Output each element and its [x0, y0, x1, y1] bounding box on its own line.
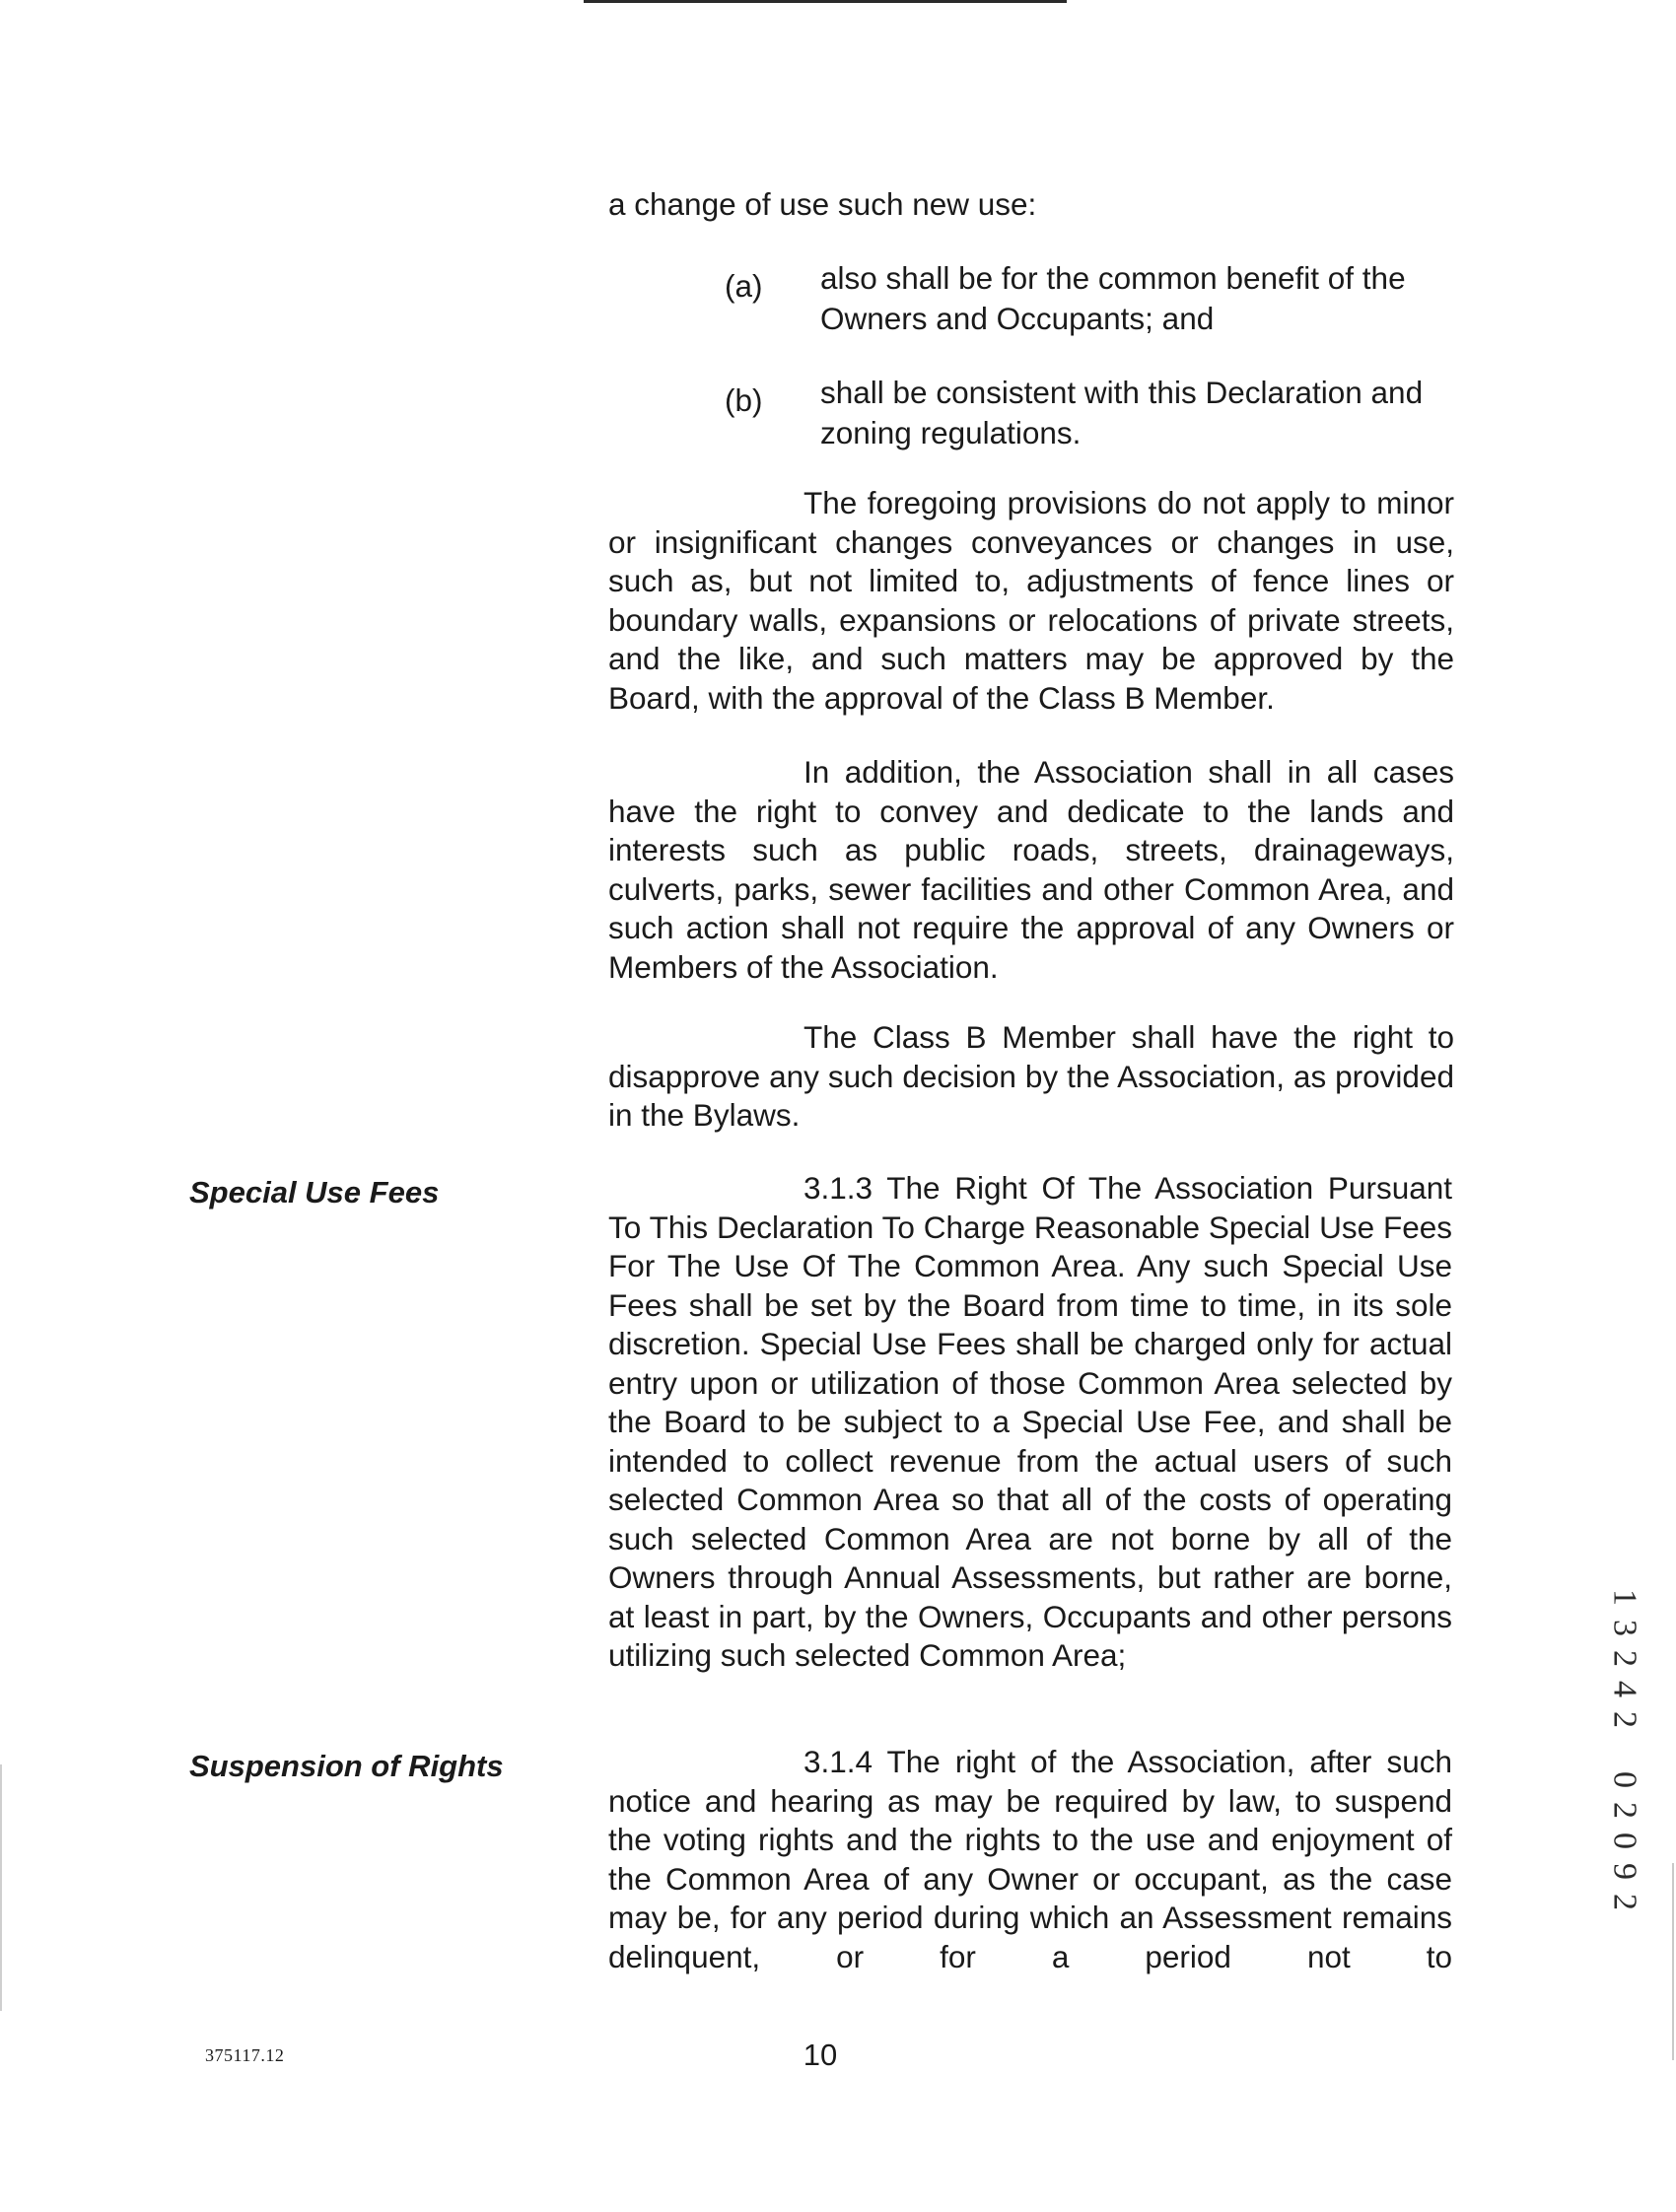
top-scan-line: [584, 0, 1067, 3]
stamp-digit: 1: [1606, 1589, 1643, 1606]
paragraph-foregoing: The foregoing provisions do not apply to minor or insignificant changes conveyances or changes in use, such as, but not limited to, adjustments of fence lines or boundary walls, expansions or relocations of private streets, and the like, and such matters may be approved by the Board, with the approval of the Class B Member.: [608, 485, 1454, 716]
paragraph-special-use-fees: 3.1.3 The Right Of The Association Pursuant To This Declaration To Charge Reasonable Special Use Fees For The Use Of The Common Area. Any such Special Use Fees shall be set by the Board from time to time, in its sole discretion. Special Use Fees shall be charged only for actual entry upon or utilization of those Common Area selected by the Board to be subject to a Special Use Fee, and shall be intended to collect revenue from the actual users of such selected Common Area so that all of the costs of operating such selected Common Area are not borne by all of the Owners through Annual Assessments, but rather are borne, at least in part, by the Owners, Occupants and other persons utilizing such selected Common Area;: [608, 1170, 1452, 1673]
stamp-digit: 2: [1606, 1711, 1643, 1728]
stamp-digit: 2: [1606, 1650, 1643, 1667]
stamp-digit: 9: [1606, 1863, 1643, 1880]
document-id: 375117.12: [205, 2045, 285, 2065]
list-item: [0, 260, 1676, 355]
margin-heading-special-use-fees: Special Use Fees: [189, 1175, 440, 1210]
stamp-digit: 2: [1606, 1894, 1643, 1910]
paragraph-suspension-of-rights: 3.1.4 The right of the Association, after such notice and hearing as may be required by law, to suspend the voting rights and the rights to the use and enjoyment of the Common Area of any Owner or occupant, as the case may be, for any period during which an Assessment remains delinquent, or for a period not to: [608, 1744, 1452, 1974]
paragraph-in-addition: In addition, the Association shall in all cases have the right to convey and dedicate to the lands and interests such as public roads, streets, drainageways, culverts, parks, sewer facilities and other Common Area, and such action shall not require the approval of any Owners or Members of the Association.: [608, 754, 1454, 985]
scan-edge-right: [1672, 1863, 1674, 2060]
stamp-digit: 0: [1606, 1771, 1643, 1788]
intro-line: a change of use such new use:: [608, 186, 1037, 222]
stamp-digit: 0: [1606, 1832, 1643, 1849]
recording-stamp: [1605, 1582, 1644, 1917]
margin-heading-suspension-of-rights: Suspension of Rights: [189, 1749, 504, 1783]
paragraph-class-b: The Class B Member shall have the right to disapprove any such decision by the Association, as provided in the Bylaws.: [608, 1019, 1454, 1133]
list-text: also shall be for the common benefit of the Owners and Occupants; and: [820, 260, 1406, 336]
stamp-digit: 4: [1606, 1681, 1643, 1697]
list-text: shall be consistent with this Declaration and zoning regulations.: [820, 375, 1424, 450]
stamp-digit: 2: [1606, 1802, 1643, 1819]
list-label: (a): [725, 268, 763, 304]
scan-edge-left: [0, 1764, 2, 2011]
list-label: (b): [725, 382, 763, 418]
page-number: 10: [803, 2038, 838, 2072]
stamp-digit: 3: [1606, 1620, 1643, 1636]
list-item: [0, 375, 1676, 469]
